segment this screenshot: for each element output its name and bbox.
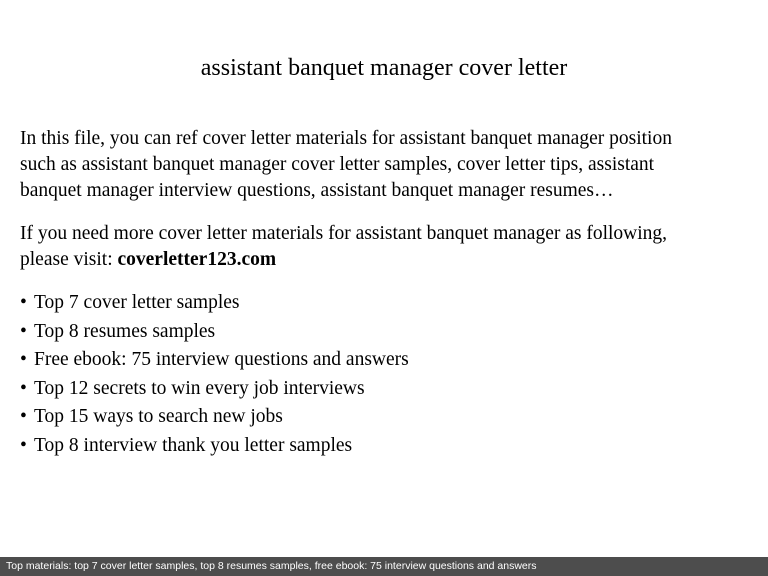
list-item (20, 318, 750, 347)
bullet-icon: • (20, 434, 27, 456)
visit-line-2 (20, 247, 750, 273)
bullet-icon: • (20, 349, 27, 370)
intro-line-2: such as assistant banquet manager cover letter samples, cover letter tips, assistant (20, 154, 655, 175)
list-item (20, 289, 750, 318)
bullet-icon: • (20, 320, 27, 342)
list-item (20, 403, 750, 432)
bullet-icon: • (20, 377, 27, 399)
visit-prefix: please visit: (20, 249, 118, 270)
list-item (20, 346, 750, 375)
list-item (20, 432, 750, 461)
footer-text: Top materials: top 7 cover letter samples, top 8 resumes samples, free ebook: 75 interview questions and answers (6, 560, 537, 572)
list-item (20, 375, 750, 404)
page-title: assistant banquet manager cover letter (200, 55, 568, 81)
list-item-label: Top 8 resumes samples (34, 320, 216, 342)
intro-line-1: In this file, you can ref cover letter materials for assistant banquet manager position (20, 128, 672, 149)
intro-paragraph (20, 126, 750, 204)
list-item-label: Free ebook: 75 interview questions and answers (34, 349, 409, 370)
list-item-label: Top 7 cover letter samples (34, 292, 240, 313)
bullet-icon: • (20, 292, 27, 313)
site-link[interactable]: coverletter123.com (117, 249, 277, 270)
visit-line-1: If you need more cover letter materials for assistant banquet manager as following, (20, 223, 668, 244)
intro-line-3: banquet manager interview questions, assistant banquet manager resumes… (20, 180, 614, 201)
document-body (20, 126, 750, 460)
list-item-label: Top 8 interview thank you letter samples (34, 434, 353, 456)
footer-bar (0, 557, 768, 576)
materials-list (20, 289, 750, 460)
bullet-icon: • (20, 406, 27, 427)
list-item-label: Top 12 secrets to win every job interviews (34, 377, 365, 399)
visit-paragraph (20, 221, 750, 273)
list-item-label: Top 15 ways to search new jobs (34, 406, 283, 427)
